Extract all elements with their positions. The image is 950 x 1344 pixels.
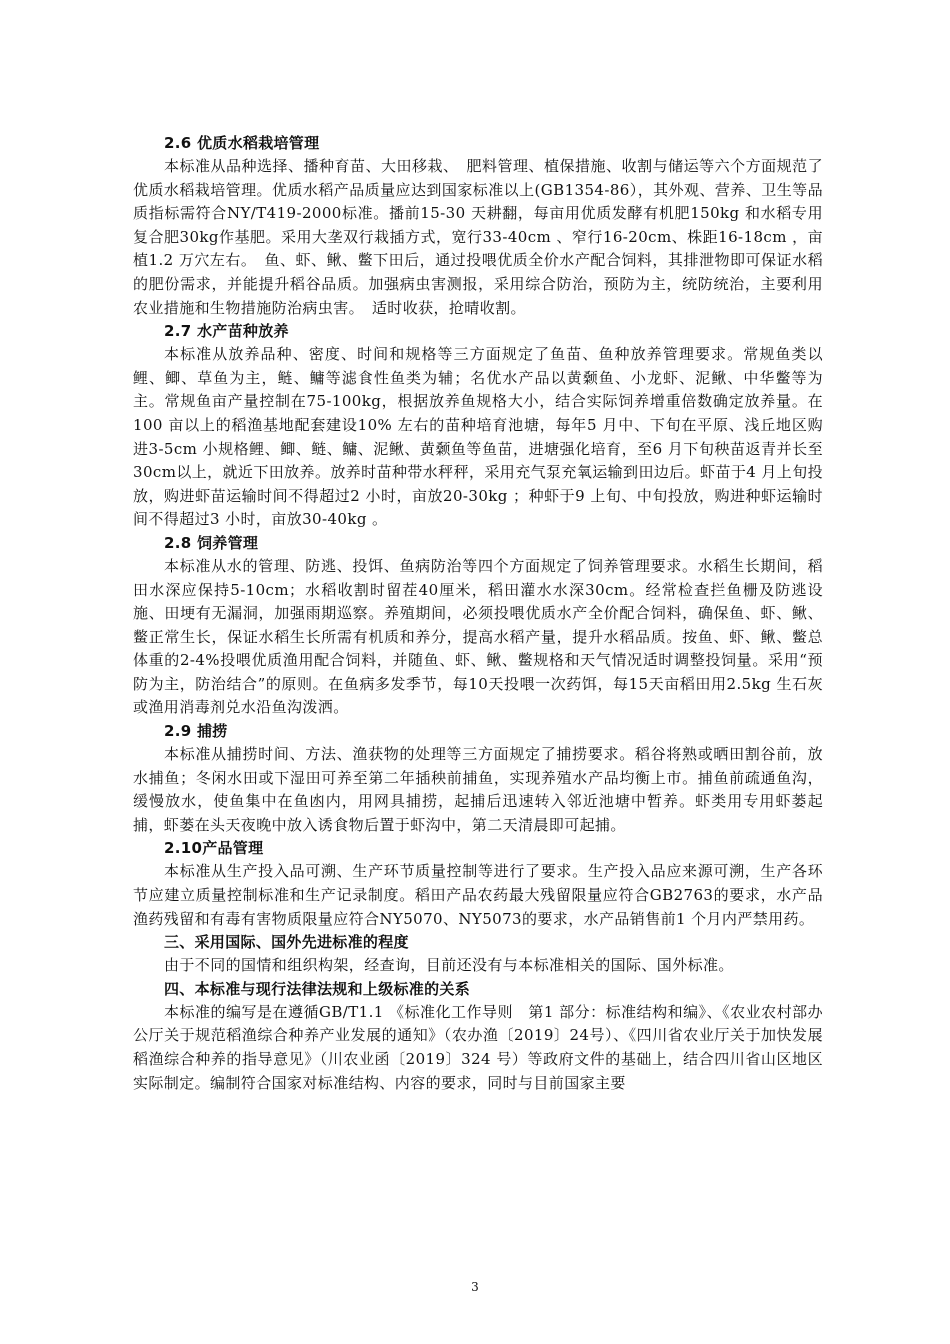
section-body-2-9: 本标准从捕捞时间、方法、渔获物的处理等三方面规定了捕捞要求。稻谷将熟或晒田割谷前，放水捕鱼；冬闲水田或下湿田可养至第二年插秧前捕鱼，实现养殖水产品均衡上市。捕鱼前疏通鱼沟，缓慢放水，使鱼集中在鱼凼内，用网具捕捞，起捕后迅速转入邻近池塘中暂养。虾类用专用虾蒌起捕，虾蒌在头天夜晚中放入诱食物后置于虾沟中，第二天清晨即可起捕。 bbox=[133, 745, 823, 834]
section-body-3: 由于不同的国情和组织构架，经查询，目前还没有与本标准相关的国际、国外标准。 bbox=[164, 956, 734, 975]
section-body-2-7: 本标准从放养品种、密度、时间和规格等三方面规定了鱼苗、鱼种放养管理要求。常规鱼类以鲤、鲫、草鱼为主，鲢、鳙等滤食性鱼类为辅；名优水产品以黄颡鱼、小龙虾、泥鳅、中华鳖等为主。常规鱼亩产量控制在75-100kg，根据放养鱼规格大小，结合实际饲养增重倍数确定放养量。在100 亩以上的稻渔基地配套建设10% 左右的苗种培育池塘，每年5 月中、下旬在平原、浅丘地区购进3-5cm 小规格鲤、鲫、鲢、鳙、泥鳅、黄颡鱼等鱼苗，进塘强化培育，至6 月下旬秧苗返青并长至30cm以上，就近下田放养。放养时苗种带水秤秤，采用充气泵充氧运输到田边后。虾苗于4 月上旬投放，购进虾苗运输时间不得超过2 小时，亩放20-30kg ；种虾于9 上旬、中旬投放，购进种虾运输时间不得超过3 小时，亩放30-40kg 。 bbox=[133, 345, 823, 529]
page-number: 3 bbox=[471, 1280, 479, 1294]
section-body-2-10: 本标准从生产投入品可溯、生产环节质量控制等进行了要求。生产投入品应来源可溯，生产各环节应建立质量控制标准和生产记录制度。稻田产品农药最大残留限量应符合GB2763的要求，水产品渔药残留和有毒有害物质限量应符合NY5070、NY5073的要求，水产品销售前1 个月内严禁用药。 bbox=[133, 862, 823, 928]
section-body-4: 本标准的编写是在遵循GB/T1.1 《标准化工作导则 第1 部分：标准结构和编》、《农业农村部办公厅关于规范稻渔综合种养产业发展的通知》（农办渔〔2019〕24号）、《四川省农业厅关于加快发展稻渔综合种养的指导意见》（川农业函〔2019〕324 号）等政府文件的基础上，结合四川省山区地区实际制定。编制符合国家对标准结构、内容的要求，同时与目前国家主要 bbox=[133, 1002, 823, 1092]
section-heading-2-8: 2.8 饲养管理 bbox=[164, 533, 259, 552]
section-heading-2-9: 2.9 捕捞 bbox=[164, 722, 228, 741]
section-body-2-6: 本标准从品种选择、播种育苗、大田移栽、 肥料管理、植保措施、收割与储运等六个方面规范了优质水稻栽培管理。优质水稻产品质量应达到国家标准以上(GB1354-86），其外观、营养、卫生等品质指标需符合NY/T419-2000标准。播前15-30 天耕翻，每亩用优质发酵有机肥150kg 和水稻专用复合肥30kg作基肥。采用大垄双行栽插方式，宽行33-40cm 、窄行16-20cm、株距16-18cm ，亩植1.2 万穴左右。 鱼、虾、鳅、鳖下田后，通过投喂优质全价水产配合饲料，其排泄物即可保证水稻的肥份需求，并能提升稻谷品质。加强病虫害测报，采用综合防治，预防为主，统防统治，主要利用农业措施和生物措施防治病虫害。 适时收获，抢晴收割。 bbox=[133, 157, 823, 317]
section-heading-2-10: 2.10产品管理 bbox=[164, 839, 264, 858]
document-body bbox=[133, 132, 823, 1095]
section-heading-3: 三、采用国际、国外先进标准的程度 bbox=[164, 933, 409, 952]
section-heading-4: 四、本标准与现行法律法规和上级标准的关系 bbox=[164, 979, 471, 998]
section-heading-2-7: 2.7 水产苗种放养 bbox=[164, 322, 289, 341]
section-body-2-8: 本标准从水的管理、防逃、投饵、鱼病防治等四个方面规定了饲养管理要求。水稻生长期间，稻田水深应保持5-10cm；水稻收割时留茬40厘米，稻田灌水水深30cm。经常检查拦鱼栅及防逃设施、田埂有无漏洞，加强雨期巡察。养殖期间，必须投喂优质水产全价配合饲料，确保鱼、虾、鳅、鳖正常生长，保证水稻生长所需有机质和养分，提高水稻产量，提升水稻品质。按鱼、虾、鳅、鳖总体重的2-4%投喂优质渔用配合饲料，并随鱼、虾、鳅、鳖规格和天气情况适时调整投饲量。采用“预防为主，防治结合”的原则。在鱼病多发季节，每10天投喂一次药饵，每15天亩稻田用2.5kg 生石灰或渔用消毒剂兑水沿鱼沟泼洒。 bbox=[133, 556, 823, 717]
section-heading-2-6: 2.6 优质水稻栽培管理 bbox=[164, 134, 320, 152]
